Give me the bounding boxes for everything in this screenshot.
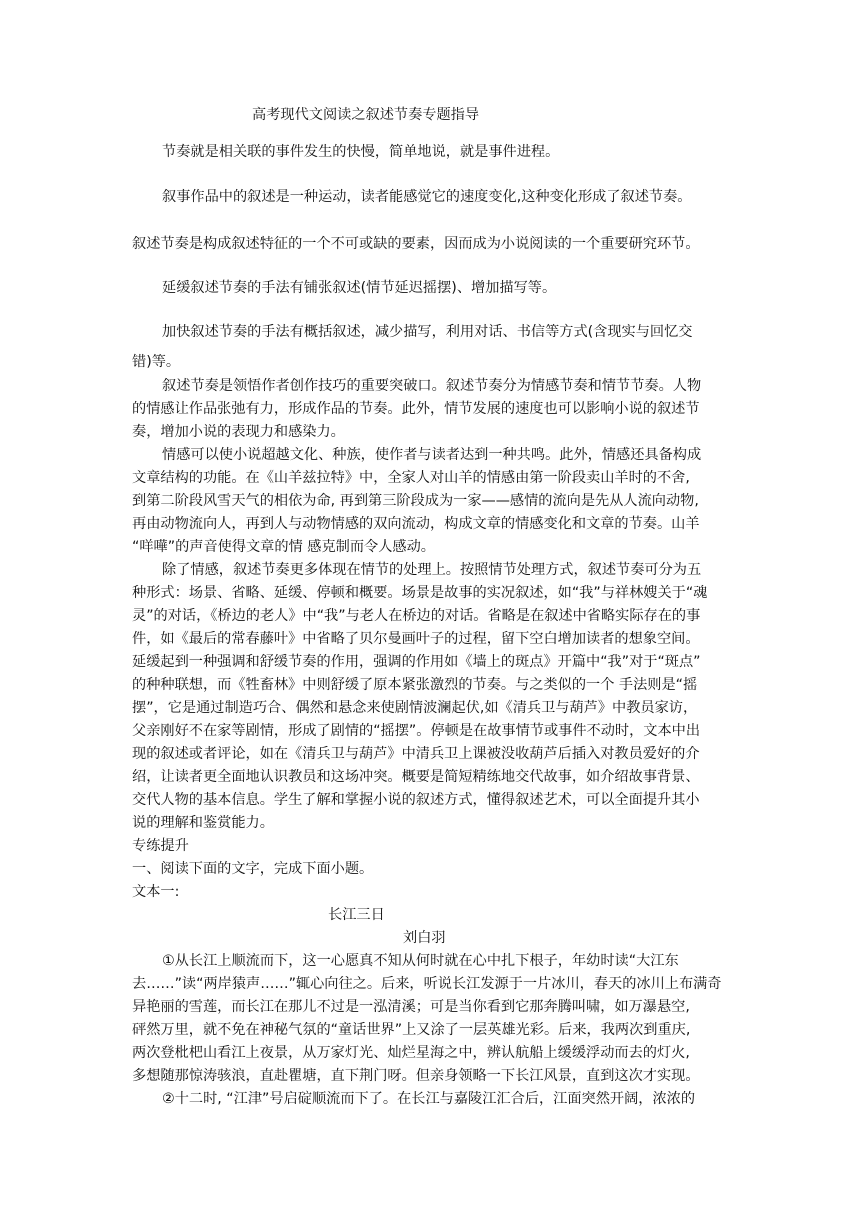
paragraph-line: 叙事作品中的叙述是一种运动，读者能感觉它的速度变化,这种变化形成了叙述节奏。 — [162, 189, 692, 205]
paragraph-line: 异艳丽的雪莲，而长江在那儿不过是一泓清溪；可是当你看到它那奔腾叫啸，如万瀑悬空, — [132, 999, 690, 1015]
paragraph-line: 叙述节奏是领悟作者创作技巧的重要突破口。叙述节奏分为情感节奏和情节节奏。人物 — [162, 378, 702, 394]
paragraph-line: 节奏就是相关联的事件发生的快慢，简单地说，就是事件进程。 — [162, 144, 560, 160]
paragraph-line: 种形式：场景、省略、延缓、停顿和概要。场景是故事的实况叙述，如“我”与祥林嫂关于“魂 — [132, 585, 708, 601]
paragraph-line: 情感可以使小说超越文化、种族，使作者与读者达到一种共鸣。此外，情感还具备构成 — [162, 447, 702, 463]
paragraph-line: 除了情感，叙述节奏更多体现在情节的处理上。按照情节处理方式，叙述节奏可分为五 — [162, 562, 702, 578]
paragraph-line: 延缓起到一种强调和舒缓节奏的作用，强调的作用如《墙上的斑点》开篇中“我”对于“斑点” — [132, 654, 701, 670]
text-label: 文本一: — [132, 884, 180, 900]
paragraph-line: 的种种联想，而《牲畜林》中则舒缓了原本紧张激烈的节奏。与之类似的一个 手法则是“摇 — [132, 677, 698, 693]
article-author: 刘白羽 — [403, 930, 446, 946]
article-title: 长江三日 — [328, 907, 385, 923]
paragraph-line: ①从长江上顺流而下，这一心愿真不知从何时就在心中扎下根子，年幼时读“大江东 — [162, 953, 679, 969]
paragraph-line: 延缓叙述节奏的手法有铺张叙述(情节延迟摇摆)、增加描写等。 — [162, 280, 557, 296]
paragraph-line: 奏，增加小说的表现力和感染力。 — [132, 424, 345, 440]
paragraph-line: 文章结构的功能。在《山羊兹拉特》中，全家人对山羊的情感由第一阶段卖山羊时的不舍, — [132, 470, 690, 486]
question-instruction: 一、阅读下面的文字，完成下面小题。 — [132, 861, 374, 877]
paragraph-line: 错)等。 — [132, 354, 181, 370]
paragraph-line: 再由动物流向人，再到人与动物情感的双向流动，构成文章的情感变化和文章的节奏。山羊 — [132, 516, 700, 532]
paragraph-line: 的情感让作品张弛有力，形成作品的节奏。此外，情节发展的速度也可以影响小说的叙述节 — [132, 401, 700, 417]
paragraph-line: 说的理解和鉴赏能力。 — [132, 815, 274, 831]
paragraph-line: 现的叙述或者评论，如在《清兵卫与葫芦》中清兵卫上课被没收葫芦后插入对教员爱好的介 — [132, 746, 700, 762]
document-title: 高考现代文阅读之叙述节奏专题指导 — [252, 107, 480, 123]
paragraph-line: 绍，让读者更全面地认识教员和这场冲突。概要是简短精练地交代故事，如介绍故事背景、 — [132, 769, 700, 785]
paragraph-line: 灵”的对话，《桥边的老人》中“我”与老人在桥边的对话。省略是在叙述中省略实际存在的事 — [132, 608, 701, 624]
paragraph-line: 到第二阶段风雪天气的相依为命, 再到第三阶段成为一家——感情的流向是先从人流向动物, — [132, 493, 699, 509]
paragraph-line: 多想随那惊涛骇浪，直赴瞿塘，直下荆门呀。但亲身领略一下长江风景，直到这次才实现。 — [132, 1068, 700, 1084]
paragraph-line: 加快叙述节奏的手法有概括叙述，减少描写，利用对话、书信等方式(含现实与回忆交 — [162, 324, 693, 340]
paragraph-line: ②十二时, “江津”号启碇顺流而下了。在长江与嘉陵江汇合后，江面突然开阔，浓浓的 — [162, 1091, 696, 1107]
paragraph-line: 叙述节奏是构成叙述特征的一个不可或缺的要素，因而成为小说阅读的一个重要研究环节。 — [132, 236, 700, 252]
section-heading: 专练提升 — [132, 838, 189, 854]
paragraph-line: 去……”读“两岸猿声……”辄心向往之。后来，听说长江发源于一片冰川，春天的冰川上布满奇 — [132, 976, 722, 992]
paragraph-line: 件，如《最后的常春藤叶》中省略了贝尔曼画叶子的过程，留下空白增加读者的想象空间。 — [132, 631, 700, 647]
paragraph-line: 砰然万里，就不免在神秘气氛的“童话世界”上又涂了一层英雄光彩。后来，我两次到重庆, — [132, 1022, 691, 1038]
paragraph-line: 父亲刚好不在家等剧情，形成了剧情的“摇摆”。停顿是在故事情节或事件不动时，文本中出 — [132, 723, 701, 739]
paragraph-line: 两次登枇杷山看江上夜景，从万家灯光、灿烂星海之中，辨认航船上缓缓浮动而去的灯火, — [132, 1045, 690, 1061]
paragraph-line: “咩嘩”的声音使得文章的情 感克制而令人感动。 — [132, 539, 435, 555]
paragraph-line: 摆”，它是通过制造巧合、偶然和悬念来使剧情波澜起伏,如《清兵卫与葫芦》中教员家访， — [132, 700, 698, 716]
paragraph-line: 交代人物的基本信息。学生了解和掌握小说的叙述方式，懂得叙述艺术，可以全面提升其小 — [132, 792, 700, 808]
